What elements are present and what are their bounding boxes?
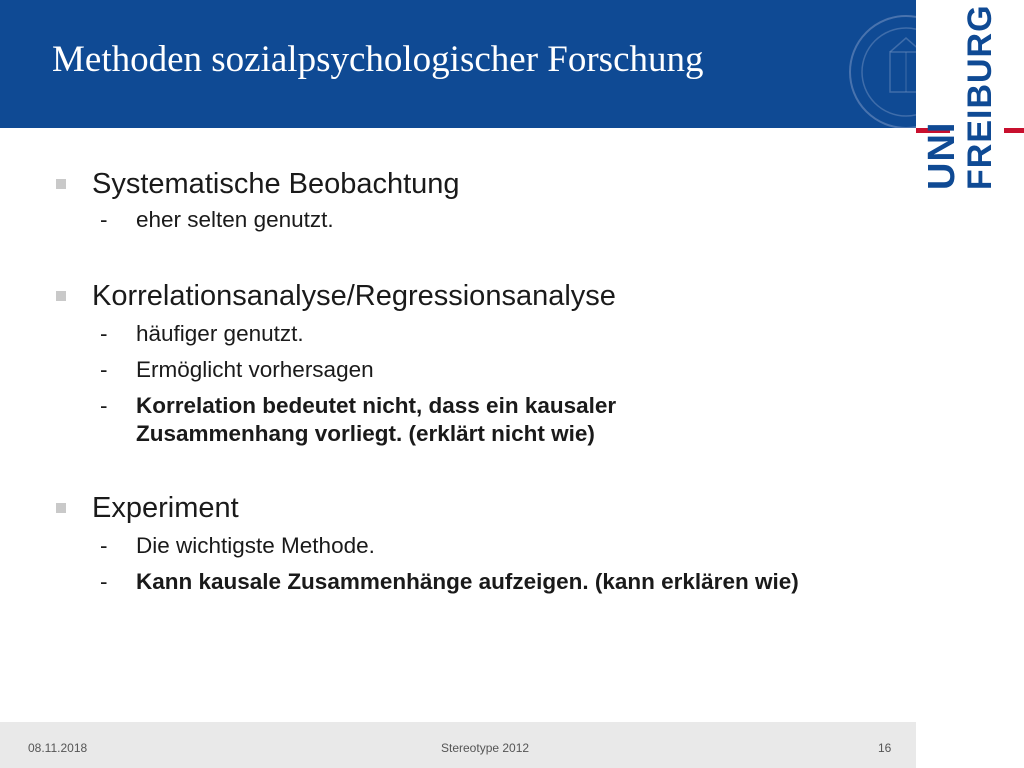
bullet-text: Korrelationsanalyse/Regressionsanalyse xyxy=(92,280,616,312)
dash-marker: - xyxy=(100,357,108,382)
sub-bullet-item xyxy=(52,568,926,596)
university-logo xyxy=(916,0,1024,200)
sub-bullet-item xyxy=(52,356,922,384)
bullet-item xyxy=(52,164,922,234)
square-bullet-icon xyxy=(56,291,66,301)
logo-accent-bar xyxy=(1004,128,1024,133)
sub-bullet-item xyxy=(52,392,756,448)
sub-bullet-item xyxy=(52,320,922,348)
logo-text-freiburg: FREIBURG xyxy=(961,4,999,190)
dash-marker: - xyxy=(100,393,108,418)
university-seal-icon xyxy=(846,12,916,128)
title-bar xyxy=(0,0,916,128)
footer-title: Stereotype 2012 xyxy=(441,741,530,755)
sub-bullet-text: Kann kausale Zusammenhänge aufzeigen. (kann erklären wie) xyxy=(136,569,799,594)
square-bullet-icon xyxy=(56,179,66,189)
slide-footer xyxy=(0,722,916,768)
dash-marker: - xyxy=(100,569,108,594)
footer-date: 08.11.2018 xyxy=(28,741,88,755)
sub-bullet-item xyxy=(52,532,922,560)
sub-bullet-item xyxy=(52,206,922,234)
sub-bullet-text: häufiger genutzt. xyxy=(136,321,304,346)
dash-marker: - xyxy=(100,207,108,232)
bullet-text: Systematische Beobachtung xyxy=(92,168,460,200)
page-number: 16 xyxy=(878,741,892,755)
logo-text-uni: UNI xyxy=(921,121,963,190)
sub-bullet-text: Ermöglicht vorhersagen xyxy=(136,357,374,382)
bullet-item xyxy=(52,276,922,448)
square-bullet-icon xyxy=(56,503,66,513)
sub-bullet-text: Korrelation bedeutet nicht, dass ein kausaler Zusammenhang vorliegt. (erklärt nicht wie) xyxy=(136,393,617,446)
dash-marker: - xyxy=(100,533,108,558)
sub-bullet-text: Die wichtigste Methode. xyxy=(136,533,375,558)
bullet-item xyxy=(52,488,922,596)
slide-title: Methoden sozialpsychologischer Forschung xyxy=(52,39,704,80)
slide-content xyxy=(52,164,922,596)
sub-bullet-text: eher selten genutzt. xyxy=(136,207,334,232)
dash-marker: - xyxy=(100,321,108,346)
bullet-text: Experiment xyxy=(92,492,239,524)
